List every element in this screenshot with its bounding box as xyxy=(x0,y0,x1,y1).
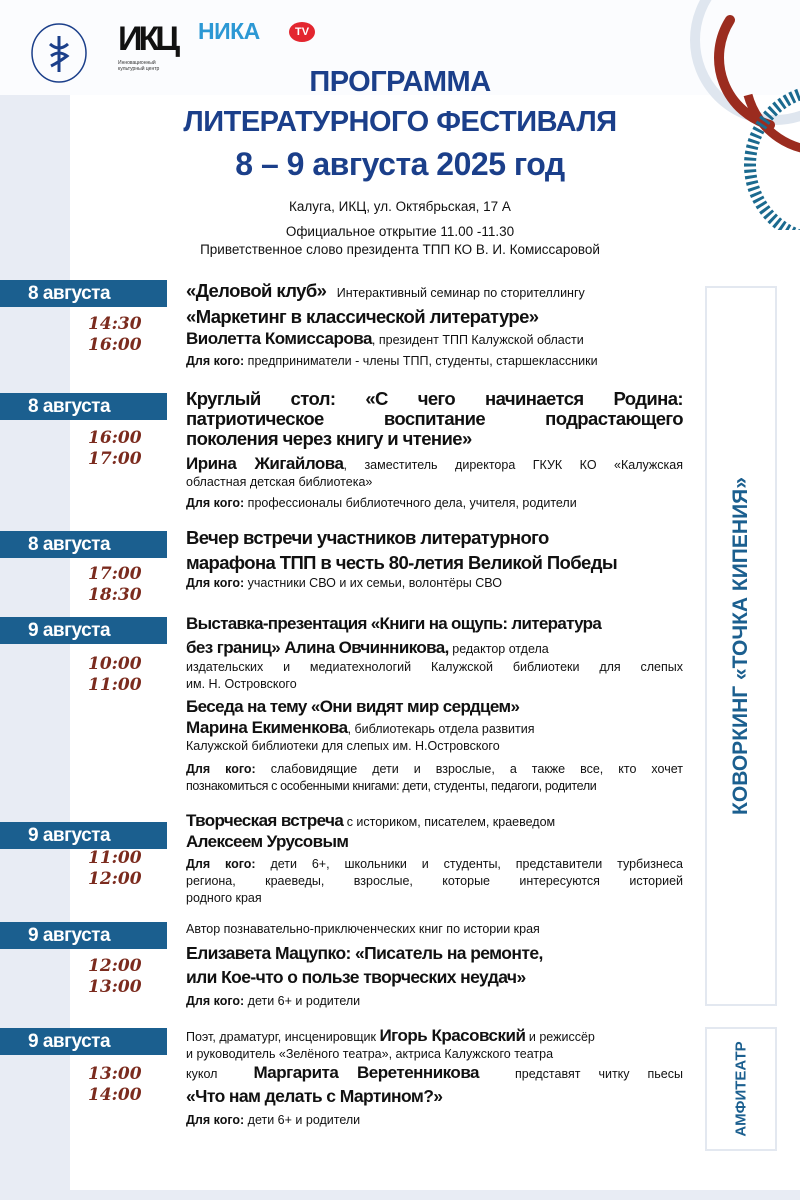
event-date: 9 августа xyxy=(0,922,167,949)
greeting: Приветственное слово президента ТПП КО В. И. Комиссаровой xyxy=(200,242,600,257)
event-time: 16:00 17:00 xyxy=(88,428,142,469)
event-date: 9 августа xyxy=(0,1028,167,1055)
venue-label: КОВОРКИНГ «ТОЧКА КИПЕНИЯ» xyxy=(729,477,752,815)
event-date: 9 августа xyxy=(0,617,167,644)
title-line-2: ЛИТЕРАТУРНОГО ФЕСТИВАЛЯ xyxy=(183,106,617,138)
event-5: Творческая встреча с историком, писателем, краеведом Алексеем Урусовым Для кого: дети 6+, школьники и студенты, представители турбизнеса региона, краеведы, взрослые, которые интересуются историей родного края xyxy=(186,811,683,905)
event-1: «Деловой клуб» Интерактивный семинар по сторителлингу «Маркетинг в классической литературе» Виолетта Комиссарова, президент ТПП Калужской области Для кого: предприниматели - члены ТПП, студенты, старшеклассники xyxy=(186,280,598,368)
title-dates: 8 – 9 августа 2025 год xyxy=(235,146,565,182)
event-7: Поэт, драматург, инсценировщик Игорь Красовский и режиссёр и руководитель «Зелёного театра», актриса Калужского театра кукол Маргарита Веретенникова представят читку пьесы «Что нам делать с Мартином?» Для кого: дети 6+ и родители xyxy=(186,1026,683,1127)
event-time: 14:30 16:00 xyxy=(88,314,142,355)
event-date: 8 августа xyxy=(0,393,167,420)
event-time: 11:00 12:00 xyxy=(88,848,142,889)
event-time: 12:00 13:00 xyxy=(88,956,142,997)
event-date: 9 августа xyxy=(0,822,167,849)
opening: Официальное открытие 11.00 -11.30 xyxy=(285,224,515,239)
ikc-caption: Инновационный культурный центр xyxy=(118,60,160,72)
address: Калуга, ИКЦ, ул. Октябрьская, 17 А xyxy=(289,199,511,214)
nika-logo: НИКА xyxy=(198,18,260,44)
event-2: Круглый стол: «С чего начинается Родина: патриотическое воспитание подрастающего поколения через книгу и чтение» Ирина Жигайлова, заместитель директора ГКУК КО «Калужская областная детская библиотека» Для кого: профессионалы библиотечного дела, учителя, родители xyxy=(186,388,683,510)
event-time: 17:00 18:30 xyxy=(88,564,142,605)
venue-label: АМФИТЕАТР xyxy=(732,1041,750,1137)
event-time: 10:00 11:00 xyxy=(88,654,142,695)
event-date: 8 августа xyxy=(0,531,167,558)
venue-amphitheatre xyxy=(705,1027,777,1151)
event-date: 8 августа xyxy=(0,280,167,307)
event-3: Вечер встречи участников литературного марафона ТПП в честь 80-летия Великой Победы Для кого: участники СВО и их семьи, волонтёры СВО xyxy=(186,527,618,590)
title-line-1: ПРОГРАММА xyxy=(309,66,491,98)
ikc-logo: ИКЦ xyxy=(118,20,177,58)
event-6: Автор познавательно-приключенческих книг по истории края Елизавета Мацупко: «Писатель на ремонте, или Кое-что о пользе творческих неудач» Для кого: дети 6+ и родители xyxy=(186,922,543,1008)
venue-coworking xyxy=(705,286,777,1006)
tv-logo: TV xyxy=(289,22,315,42)
event-4: Выставка-презентация «Книги на ощупь: литература без границ» Алина Овчинникова, редактор отдела издательских и медиатехнологий Калужской библиотеки для слепых им. Н. Островского Беседа на тему «Они видят мир сердцем» Марина Екименкова, библиотекарь отдела развития Калужской библиотеки для слепых им. Н.Островского Для кого: слабовидящие дети и взрослые, а также все, кто хочет познакомиться с особенными книгами: дети, студенты, педагоги, родители xyxy=(186,614,683,793)
event-time: 13:00 14:00 xyxy=(88,1064,142,1105)
